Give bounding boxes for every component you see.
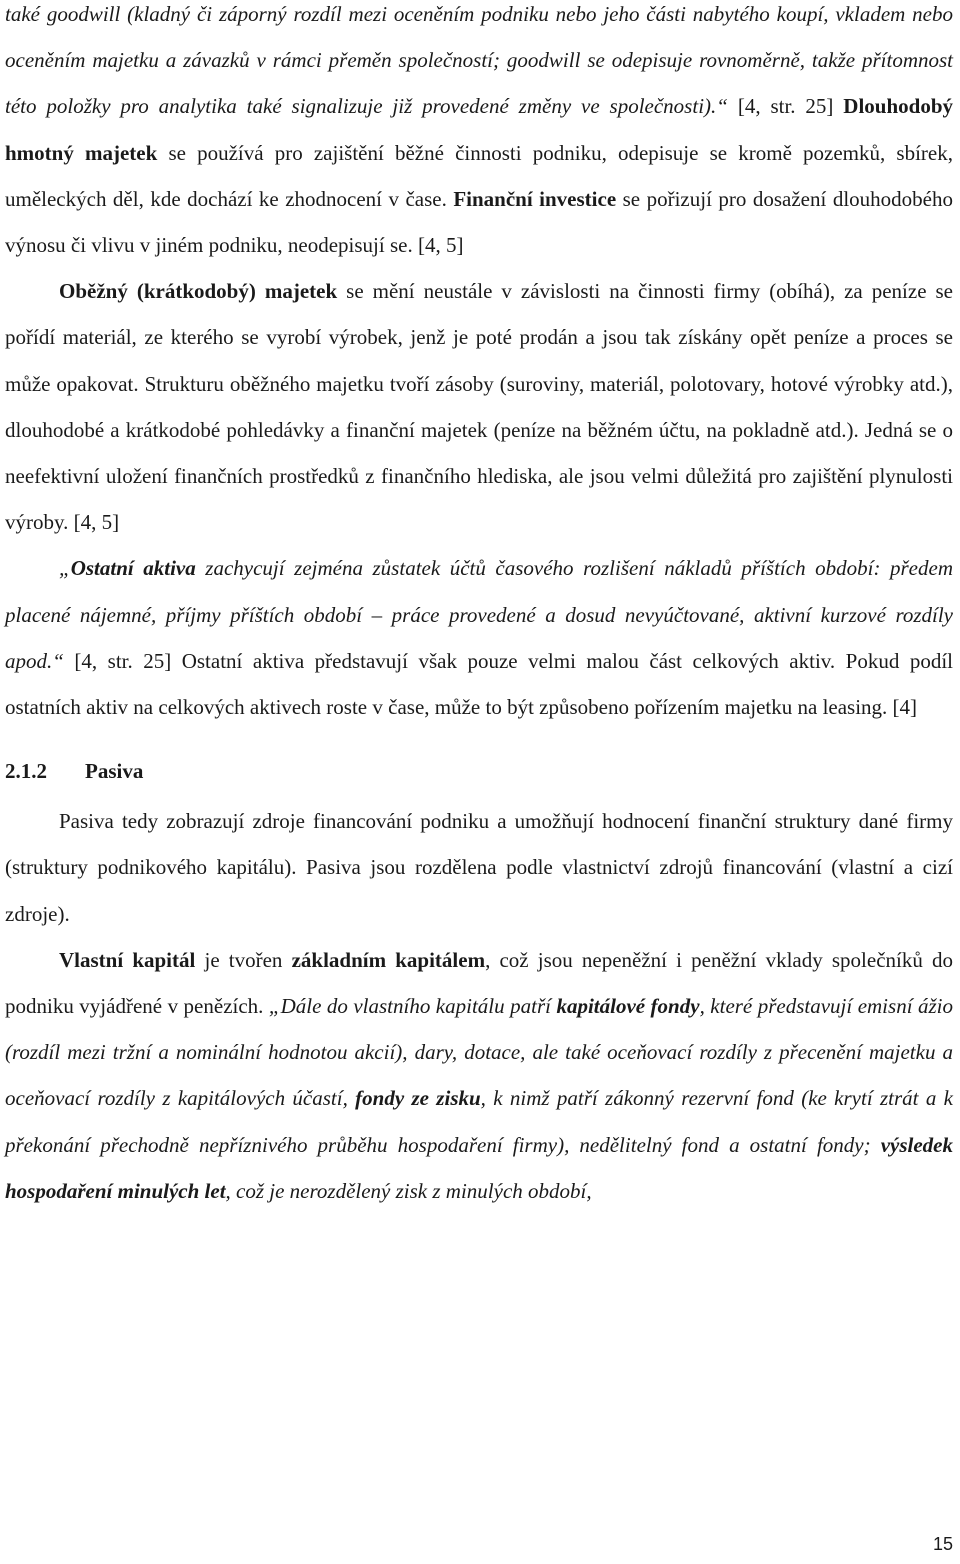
section-title: Pasiva xyxy=(85,759,144,784)
quote-mark: „ xyxy=(59,556,71,581)
term-profit-funds: fondy ze zisku xyxy=(355,1086,481,1111)
text: se pořizují pro dosažení dlouhodobého výnosu či vlivu v jiném podniku, neodepisují se. [4, 5] xyxy=(5,186,953,258)
equity-quote: , k nimž patří zákonný rezervní fond (ke krytí ztrát a k překonání přechodně nepříznivého průběhu hospodaření firmy), nedělitelný fond a ostatní fondy; xyxy=(5,1086,953,1157)
equity-quote: „Dále do vlastního kapitálu patří xyxy=(268,994,557,1019)
paragraph-equity xyxy=(5,937,953,1214)
page-number: 15 xyxy=(932,1534,953,1554)
goodwill-quote: také goodwill (kladný či záporný rozdíl mezi oceněním podniku nebo jeho části nabytého koupí, vkladem nebo oceněním majetku a závazků v rámci přeměn společností; goodwill se odepisuje rovnoměrně, takže přítomnost této položky pro analytika také signalizuje již provedené změny ve společnosti).“ xyxy=(5,2,953,119)
term-financial-investments: Finanční investice xyxy=(453,186,617,211)
paragraph-assets-overview xyxy=(5,0,953,268)
paragraph-other-assets xyxy=(5,545,953,730)
paragraph-current-assets xyxy=(5,268,953,545)
section-heading xyxy=(5,748,953,794)
text: se používá pro zajištění běžné činnosti podniku, odepisuje se kromě pozemků, sbírek, uměleckých děl, kde dochází ke zhodnocení v čase. xyxy=(5,140,953,211)
term-other-assets: Ostatní aktiva xyxy=(70,556,196,581)
document-page xyxy=(5,0,953,1214)
paragraph-liabilities: Pasiva tedy zobrazují zdroje financování podniku a umožňují hodnocení finanční struktury dané firmy (struktury podnikového kapitálu). Pasiva jsou rozdělena podle vlastnictví zdrojů financování (vlastní a cizí zdroje). xyxy=(5,809,953,926)
term-equity: Vlastní kapitál xyxy=(59,947,196,972)
section-number: 2.1.2 xyxy=(5,759,47,784)
term-registered-capital: základním kapitálem xyxy=(291,947,486,972)
text: je tvořen xyxy=(195,947,292,972)
term-tangible-assets: Dlouhodobý hmotný majetek xyxy=(5,94,953,165)
other-assets-quote: zachycují zejména zůstatek účtů časového rozlišení nákladů příštích období: předem placené nájemné, příjmy příštích období – práce provedené a dosud nevyúčtované, aktivní kurzové rozdíly apod.“ xyxy=(5,556,953,673)
term-current-assets: Oběžný (krátkodobý) majetek xyxy=(59,279,338,304)
term-capital-funds: kapitálové fondy xyxy=(556,994,700,1019)
equity-quote: , které představují emisní ážio (rozdíl mezi tržní a nominální hodnotou akcií), dary, dotace, ale také oceňovací rozdíly z přecenění majetku a oceňovací rozdíly z kapitálových účastí, xyxy=(5,994,954,1111)
text: , což jsou nepeněžní i peněžní vklady společníků do podniku vyjádřené v penězích. xyxy=(5,947,953,1019)
text: se mění neustále v závislosti na činnosti firmy (obíhá), za peníze se pořídí materiál, ze kterého se vyrobí výrobek, jenž je poté prodán a jsou tak získány opět peníze a proces se může opakovat. Strukturu oběžného majetku tvoří zásoby (suroviny, materiál, polotovary, hotové výrobky atd.), dlouhodobé a krátkodobé pohledávky a finanční majetek (peníze na běžném účtu, na pokladně atd.). Jedná se o neefektivní uložení finančních prostředků z finančního hlediska, ale jsou velmi důležitá pro zajištění plynulosti výroby. [4, 5] xyxy=(5,279,953,535)
text: [4, str. 25] Ostatní aktiva představují však pouze velmi malou část celkových aktiv. Pokud podíl ostatních aktiv na celkových aktivech roste v čase, může to být způsobeno pořízením majetku na leasing. [4] xyxy=(5,648,953,720)
citation: [4, str. 25] xyxy=(727,94,844,119)
term-retained-earnings: výsledek hospodaření minulých let xyxy=(5,1132,953,1203)
equity-quote: , což je nerozdělený zisk z minulých období, xyxy=(225,1178,592,1203)
